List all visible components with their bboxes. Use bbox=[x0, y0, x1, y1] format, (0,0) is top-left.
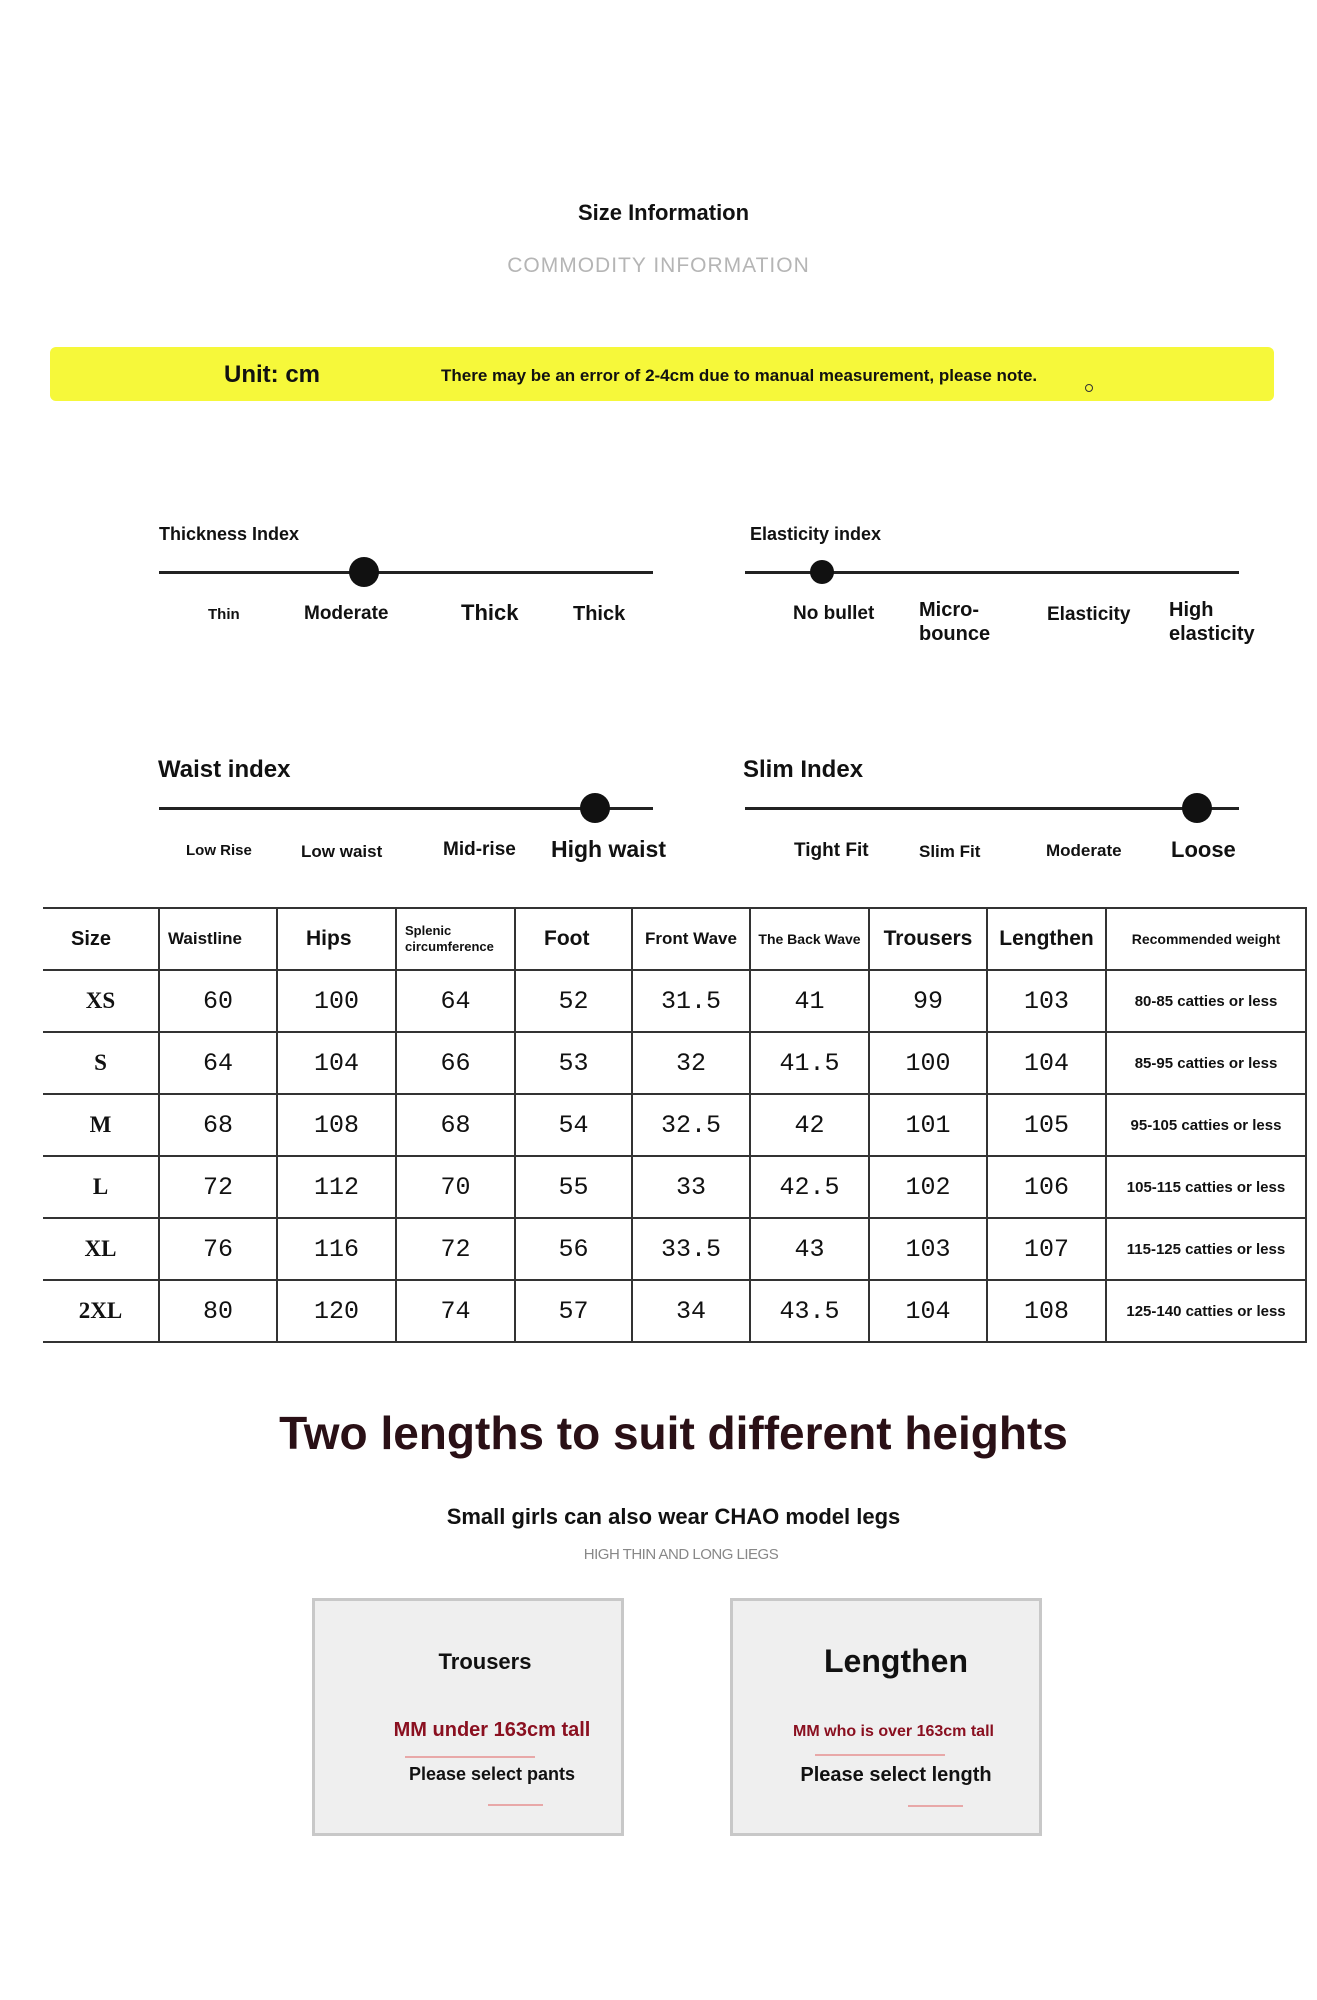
column-header-front-wave: Front Wave bbox=[632, 908, 750, 970]
thickness-index-marker bbox=[349, 557, 379, 587]
table-cell: 31.5 bbox=[632, 970, 750, 1032]
page-title: Size Information bbox=[577, 200, 750, 225]
table-cell: 116 bbox=[277, 1218, 396, 1280]
lengths-headline: Two lengths to suit different heights bbox=[279, 1407, 1068, 1459]
table-cell: 105-115 catties or less bbox=[1106, 1156, 1306, 1218]
measurement-note: There may be an error of 2-4cm due to manual measurement, please note. bbox=[441, 366, 1038, 385]
table-cell: 64 bbox=[396, 970, 515, 1032]
small-circle-icon bbox=[1085, 384, 1093, 392]
table-cell: 60 bbox=[159, 970, 277, 1032]
table-cell: 57 bbox=[515, 1280, 632, 1342]
table-cell: 43.5 bbox=[750, 1280, 869, 1342]
thickness-label-thick-2: Thick bbox=[573, 603, 626, 625]
column-header-hips: Hips bbox=[277, 908, 396, 970]
elasticity-label-elasticity: Elasticity bbox=[1047, 604, 1131, 625]
slim-index-title: Slim Index bbox=[743, 756, 864, 783]
elasticity-index-marker bbox=[810, 560, 834, 584]
column-header-splenic-circumference: Splenic circumference bbox=[396, 908, 515, 970]
elasticity-index-title: Elasticity index bbox=[750, 524, 882, 544]
table-cell: 103 bbox=[869, 1218, 987, 1280]
elasticity-label-micro-bounce: Micro-bounce bbox=[919, 599, 991, 645]
column-header-foot: Foot bbox=[515, 908, 632, 970]
table-cell: 42.5 bbox=[750, 1156, 869, 1218]
waist-label-high-waist: High waist bbox=[551, 836, 667, 862]
lengthen-card-instruction: Please select length bbox=[800, 1764, 992, 1786]
lengthen-card-underline-2 bbox=[908, 1805, 963, 1807]
waist-label-low-rise: Low Rise bbox=[186, 842, 252, 859]
table-cell: 105 bbox=[987, 1094, 1106, 1156]
slim-index-marker bbox=[1182, 793, 1212, 823]
table-cell: 125-140 catties or less bbox=[1106, 1280, 1306, 1342]
elasticity-label-no-bullet: No bullet bbox=[793, 603, 875, 624]
table-cell: 41.5 bbox=[750, 1032, 869, 1094]
waist-index-track bbox=[159, 807, 653, 810]
column-header-recommended-weight: Recommended weight bbox=[1106, 908, 1306, 970]
column-header-back-wave: The Back Wave bbox=[750, 908, 869, 970]
table-cell: 74 bbox=[396, 1280, 515, 1342]
table-row bbox=[43, 1094, 1306, 1156]
waist-index-marker bbox=[580, 793, 610, 823]
table-cell: 70 bbox=[396, 1156, 515, 1218]
table-cell: 104 bbox=[869, 1280, 987, 1342]
table-cell: 68 bbox=[396, 1094, 515, 1156]
lengths-small-caption: HIGH THIN AND LONG LIEGS bbox=[583, 1546, 779, 1563]
lengthen-card-title: Lengthen bbox=[824, 1643, 968, 1679]
lengthen-card-underline bbox=[815, 1754, 945, 1756]
table-cell: 120 bbox=[277, 1280, 396, 1342]
table-cell: 43 bbox=[750, 1218, 869, 1280]
table-row bbox=[43, 1218, 1306, 1280]
table-cell: 42 bbox=[750, 1094, 869, 1156]
table-row bbox=[43, 970, 1306, 1032]
table-cell: 68 bbox=[159, 1094, 277, 1156]
table-cell: 64 bbox=[159, 1032, 277, 1094]
trousers-card-title: Trousers bbox=[438, 1649, 532, 1674]
table-cell: 102 bbox=[869, 1156, 987, 1218]
thickness-label-moderate: Moderate bbox=[304, 603, 389, 624]
size-table bbox=[43, 907, 1307, 1343]
table-cell: XS bbox=[43, 970, 159, 1032]
table-cell: 85-95 catties or less bbox=[1106, 1032, 1306, 1094]
table-cell: 52 bbox=[515, 970, 632, 1032]
table-cell: 101 bbox=[869, 1094, 987, 1156]
slim-label-loose: Loose bbox=[1171, 837, 1236, 862]
column-header-size: Size bbox=[43, 908, 159, 970]
elasticity-label-high-elasticity: High elasticity bbox=[1169, 599, 1255, 645]
table-cell: 80-85 catties or less bbox=[1106, 970, 1306, 1032]
table-cell: 108 bbox=[277, 1094, 396, 1156]
table-cell: 76 bbox=[159, 1218, 277, 1280]
slim-label-tight-fit: Tight Fit bbox=[794, 840, 869, 861]
table-cell: 34 bbox=[632, 1280, 750, 1342]
table-cell: L bbox=[43, 1156, 159, 1218]
thickness-index-track bbox=[159, 571, 653, 574]
waist-index-title: Waist index bbox=[158, 756, 291, 783]
table-cell: 33 bbox=[632, 1156, 750, 1218]
lengths-tagline: Small girls can also wear CHAO model legs bbox=[446, 1504, 901, 1529]
table-cell: 32 bbox=[632, 1032, 750, 1094]
slim-index-track bbox=[745, 807, 1239, 810]
table-cell: 100 bbox=[869, 1032, 987, 1094]
table-cell: 104 bbox=[987, 1032, 1106, 1094]
table-cell: 72 bbox=[159, 1156, 277, 1218]
slim-label-slim-fit: Slim Fit bbox=[919, 842, 981, 861]
column-header-lengthen: Lengthen bbox=[987, 908, 1106, 970]
table-cell: XL bbox=[43, 1218, 159, 1280]
table-cell: 95-105 catties or less bbox=[1106, 1094, 1306, 1156]
table-cell: 99 bbox=[869, 970, 987, 1032]
table-cell: 41 bbox=[750, 970, 869, 1032]
table-row bbox=[43, 1280, 1306, 1342]
column-header-trousers: Trousers bbox=[869, 908, 987, 970]
table-cell: 80 bbox=[159, 1280, 277, 1342]
table-cell: 32.5 bbox=[632, 1094, 750, 1156]
waist-label-low-waist: Low waist bbox=[301, 842, 383, 861]
table-cell: M bbox=[43, 1094, 159, 1156]
table-cell: 104 bbox=[277, 1032, 396, 1094]
trousers-card-underline-2 bbox=[488, 1804, 543, 1806]
trousers-card bbox=[312, 1598, 624, 1836]
table-cell: 53 bbox=[515, 1032, 632, 1094]
table-cell: 106 bbox=[987, 1156, 1106, 1218]
column-header-waistline: Waistline bbox=[159, 908, 277, 970]
table-cell: 55 bbox=[515, 1156, 632, 1218]
slim-label-moderate: Moderate bbox=[1046, 841, 1122, 860]
lengthen-card bbox=[730, 1598, 1042, 1836]
trousers-card-height: MM under 163cm tall bbox=[393, 1719, 591, 1741]
table-cell: 56 bbox=[515, 1218, 632, 1280]
trousers-card-instruction: Please select pants bbox=[408, 1764, 576, 1784]
thickness-label-thick: Thick bbox=[461, 600, 519, 625]
table-cell: 107 bbox=[987, 1218, 1106, 1280]
thickness-index-title: Thickness Index bbox=[159, 524, 300, 544]
table-cell: S bbox=[43, 1032, 159, 1094]
table-row bbox=[43, 1156, 1306, 1218]
table-cell: 66 bbox=[396, 1032, 515, 1094]
table-cell: 108 bbox=[987, 1280, 1106, 1342]
lengthen-card-height: MM who is over 163cm tall bbox=[793, 1723, 994, 1740]
trousers-card-underline bbox=[405, 1756, 535, 1758]
table-cell: 72 bbox=[396, 1218, 515, 1280]
page-subtitle: COMMODITY INFORMATION bbox=[507, 254, 810, 277]
table-cell: 2XL bbox=[43, 1280, 159, 1342]
table-cell: 54 bbox=[515, 1094, 632, 1156]
unit-label: Unit: cm bbox=[224, 361, 320, 388]
table-cell: 33.5 bbox=[632, 1218, 750, 1280]
table-cell: 100 bbox=[277, 970, 396, 1032]
table-cell: 103 bbox=[987, 970, 1106, 1032]
table-header-row bbox=[43, 908, 1306, 970]
table-row bbox=[43, 1032, 1306, 1094]
table-cell: 112 bbox=[277, 1156, 396, 1218]
waist-label-mid-rise: Mid-rise bbox=[443, 839, 516, 860]
thickness-label-thin: Thin bbox=[208, 606, 240, 623]
table-cell: 115-125 catties or less bbox=[1106, 1218, 1306, 1280]
